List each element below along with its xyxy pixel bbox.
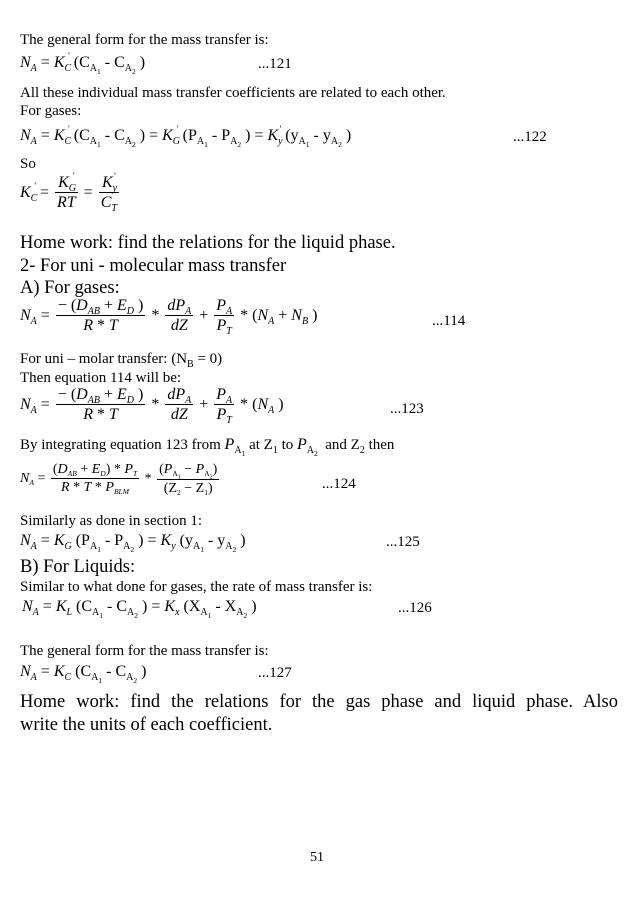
- homework-units-line1: Home work: find the relations for the gas phase and liquid phase. Also: [20, 692, 618, 712]
- for-gases-label: For gases:: [20, 103, 82, 119]
- coefficients-related-text: All these individual mass transfer coefficients are related to each other.: [20, 85, 446, 101]
- equation-122-number: ...122: [513, 129, 547, 145]
- for-liquids-heading: B) For Liquids:: [20, 557, 136, 577]
- equation-124-number: ...124: [322, 476, 356, 492]
- homework-units-line2: write the units of each coefficient.: [20, 715, 273, 735]
- equation-125: $N_A = K_G$ ($P_{A_1} - P_{A_2}$ ) = $K_y$ ($y_{A_1} - y_{A_2}$ ): [20, 532, 246, 554]
- so-label: So: [20, 156, 36, 172]
- uni-molar-text: For uni – molar transfer: $(N_B = 0)$: [20, 351, 223, 370]
- equation-121: $N_A = K_C'$ ($C_{A_1} - C_{A_2}$ ): [20, 51, 146, 76]
- equation-123: $N_A$ = $\frac{- (D_{AB} + E_D )}{R * T}$ * $\frac{dP_A}{dZ}$ + $\frac{P_A}{P_T}$ * ($N_A$ ): [20, 386, 284, 426]
- intro-text: The general form for the mass transfer is:: [20, 32, 269, 48]
- equation-126: $N_A = K_L$ ($C_{A_1} - C_{A_2}$ ) = $K_x$ ($X_{A_1} - X_{A_2}$ ): [22, 598, 257, 620]
- similarly-text: Similarly as done in section 1:: [20, 513, 203, 529]
- for-gases-heading: A) For gases:: [20, 278, 120, 298]
- equation-114: $N_A$ = $\frac{- (D_{AB} + E_D )}{R * T}$ * $\frac{dP_A}{dZ}$ + $\frac{P_A}{P_T}$ * ($N_A + N_B$ ): [20, 297, 318, 337]
- general-form-text: The general form for the mass transfer is:: [20, 643, 269, 659]
- page-number: 51: [310, 850, 324, 865]
- then-equation-text: Then equation 114 will be:: [20, 370, 182, 386]
- equation-127-number: ...127: [258, 665, 292, 681]
- equation-125-number: ...125: [386, 534, 420, 550]
- section-uni-molecular-heading: 2- For uni - molecular mass transfer: [20, 256, 287, 276]
- equation-123-number: ...123: [390, 401, 424, 417]
- similar-to-gases-text: Similar to what done for gases, the rate of mass transfer is:: [20, 579, 373, 595]
- equation-122: $N_A = K_C'$ ($C_{A_1} - C_{A_2}$ ) = $K_G'$ ($P_{A_1} - P_{A_2}$ ) = $K_y'$ ($y_{A_1} - y_{A_2}$ ): [20, 124, 352, 149]
- homework-liquid-phase: Home work: find the relations for the liquid phase.: [20, 233, 396, 253]
- equation-124: $N_A$ = $\frac{(D_{AB} + E_D) * P_T}{R * T * P_{BLM}}$ * $\frac{(P_{A_1} - P_{A_2})}{(Z_2 - Z_1)}$: [20, 462, 218, 497]
- integrating-text: By integrating equation 123 from $P_{A_1}$ at $Z_1$ to $P_{A_2}$ and $Z_2$ then: [20, 436, 395, 458]
- kc-relation-equation: $K_C'$ = $\frac{K_G'}{RT}$ = $\frac{K_y'}{C_T}$: [20, 171, 118, 214]
- equation-127: $N_A = K_C$ ($C_{A_1} - C_{A_2}$ ): [20, 663, 147, 685]
- equation-114-number: ...114: [432, 313, 466, 329]
- equation-121-number: ...121: [258, 56, 292, 72]
- equation-126-number: ...126: [398, 600, 432, 616]
